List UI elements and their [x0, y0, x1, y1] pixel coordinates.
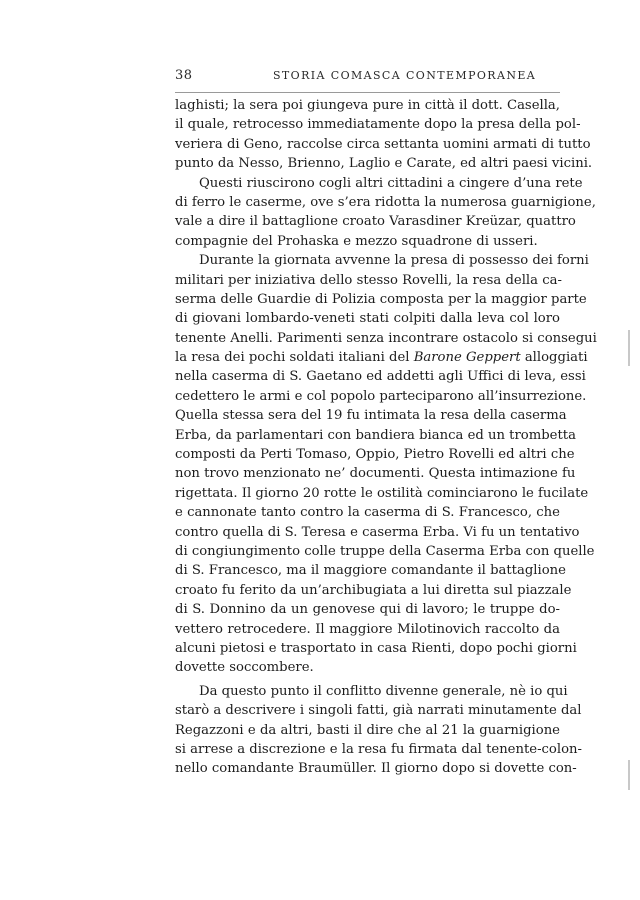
text-line: di giovani lombardo-veneti stati colpiti dalla leva col loro [175, 311, 560, 327]
text-line: vettero retrocedere. Il maggiore Milotinovich raccolto da [175, 621, 560, 637]
page-number: 38 [175, 68, 193, 83]
text-line: militari per iniziativa dello stesso Rovelli, la resa della ca- [175, 272, 562, 288]
text-line: nello comandante Braumüller. Il giorno dopo si dovette con- [175, 761, 577, 777]
text-line: Quella stessa sera del 19 fu intimata la resa della caserma [175, 408, 567, 424]
header-rule [175, 92, 560, 93]
text-line: dovette soccombere. [175, 660, 314, 676]
text-line: di ferro le caserme, ove s’era ridotta la numerosa guarnigione, [175, 194, 596, 210]
italic-name: Barone Geppert [413, 350, 521, 366]
line-text-after: alloggiati [520, 350, 588, 366]
running-head [175, 66, 560, 86]
text-line: vale a dire il battaglione croato Varasdiner Kreüzar, quattro [175, 214, 576, 230]
text-line: nella caserma di S. Gaetano ed addetti agli Uffici di leva, essi [175, 369, 586, 385]
text-line: rigettata. Il giorno 20 rotte le ostilità cominciarono le fucilate [175, 485, 589, 501]
line-text-before: la resa dei pochi soldati italiani del [175, 350, 414, 366]
text-line: di S. Donnino da un genovese qui di lavoro; le truppe do- [175, 602, 560, 618]
text-line: alcuni pietosi e trasportato in casa Rienti, dopo pochi giorni [175, 640, 577, 656]
scan-mark [628, 760, 630, 790]
text-line: veriera di Geno, raccolse circa settanta uomini armati di tutto [175, 136, 591, 152]
text-line: si arrese a discrezione e la resa fu firmata dal tenente-colon- [175, 741, 582, 757]
text-line: Questi riuscirono cogli altri cittadini a cingere d’una rete [199, 175, 583, 191]
text-line: punto da Nesso, Brienno, Laglio e Carate, ed altri paesi vicini. [175, 156, 593, 172]
text-line: serma delle Guardie di Polizia composta per la maggior parte [175, 291, 587, 307]
text-line-with-italic [175, 348, 588, 367]
text-line: compagnie del Prohaska e mezzo squadrone di usseri. [175, 233, 538, 249]
text-line: tenente Anelli. Parimenti senza incontrare ostacolo si consegui [175, 330, 597, 346]
text-line: il quale, retrocesso immediatamente dopo la presa della pol- [175, 117, 581, 133]
text-line: composti da Perti Tomaso, Oppio, Pietro Rovelli ed altri che [175, 447, 575, 463]
text-line: Durante la giornata avvenne la presa di possesso dei forni [199, 253, 589, 269]
text-line: di S. Francesco, ma il maggiore comandante il battaglione [175, 563, 566, 579]
text-line: Regazzoni e da altri, basti il dire che al 21 la guarnigione [175, 722, 560, 738]
body-text [175, 96, 597, 779]
text-line: non trovo menzionato ne’ documenti. Questa intimazione fu [175, 466, 576, 482]
text-line: laghisti; la sera poi giungeva pure in città il dott. Casella, [175, 98, 560, 113]
text-line: Da questo punto il conflitto divenne generale, nè io qui [199, 683, 568, 699]
text-line: Erba, da parlamentari con bandiera bianca ed un trombetta [175, 427, 576, 443]
text-line: croato fu ferito da un’archibugiata a lui diretta sul piazzale [175, 582, 572, 598]
text-line: e cannonate tanto contro la caserma di S. Francesco, che [175, 505, 560, 521]
text-line: starò a descrivere i singoli fatti, già narrati minutamente dal [175, 703, 582, 719]
scan-mark [628, 330, 630, 366]
text-line: di congiungimento colle truppe della Caserma Erba con quelle [175, 543, 595, 559]
text-line: cedettero le armi e col popolo parteciparono all’insurrezione. [175, 388, 587, 404]
text-line: contro quella di S. Teresa e caserma Erba. Vi fu un tentativo [175, 524, 580, 540]
running-title: STORIA COMASCA CONTEMPORANEA [273, 69, 537, 82]
